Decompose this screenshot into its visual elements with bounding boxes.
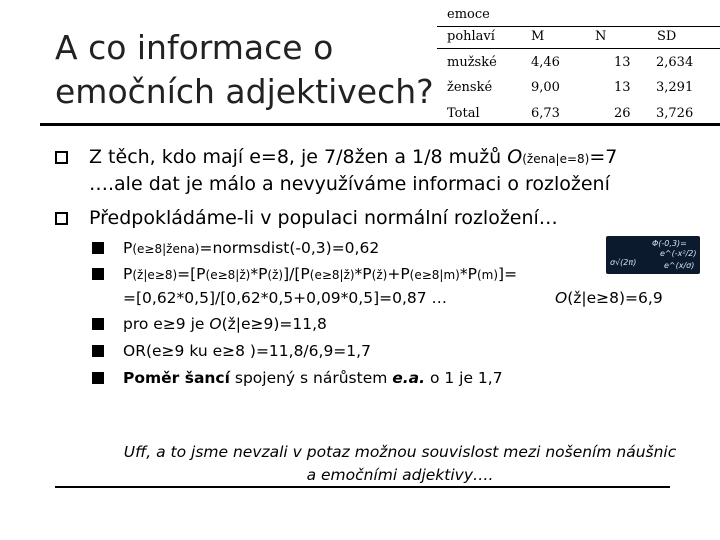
table-rule: [437, 26, 720, 27]
header-cell: SD: [657, 29, 677, 44]
table-cell: 2,634: [656, 55, 694, 70]
bullet-text: =[0,62*0,5]/[0,62*0,5+0,09*0,5]=0,87 …: [123, 289, 448, 307]
chalkboard-formula-image: Φ(-0,3)= e^(-x²/2) σ√(2π) e^(x/σ): [606, 236, 700, 274]
table-cell: 13: [614, 80, 631, 95]
table-row: [437, 55, 720, 79]
hollow-square-bullet-icon: [55, 151, 68, 164]
footer-line-1: Uff, a to jsme nevzali v potaz možnou souvislost mezi nošením náušnic: [123, 443, 677, 461]
header-cell: M: [531, 29, 545, 44]
odds-result: O(ž|e≥8)=6,9: [555, 289, 663, 307]
bullet-text: Z těch, kdo mají e=8, je 7/8žen a 1/8 mužů O(žena|e=8)=7: [89, 146, 618, 168]
bullet-text: P(ž|e≥8)=[P(e≥8|ž)*P(ž)]/[P(e≥8|ž)*P(ž)+P(e≥8|m)*P(m)]=: [123, 265, 518, 283]
bullet-text: Předpokládáme-li v populaci normální rozložení…: [89, 207, 558, 229]
header-cell: N: [595, 29, 607, 44]
table-cell: 3,291: [656, 80, 694, 95]
footer-divider: [55, 486, 670, 488]
table-row: [437, 106, 720, 130]
header-cell: pohlaví: [447, 29, 495, 44]
bullet-text: Poměr šancí spojený s nárůstem e.a. o 1 je 1,7: [123, 369, 503, 387]
table-caption: emoce: [447, 7, 490, 22]
table-row: [437, 80, 720, 104]
bullet-text: P(e≥8|žena)=normsdist(-0,3)=0,62: [123, 239, 380, 257]
title-line-1: A co informace o: [55, 28, 334, 67]
bullet-text: pro e≥9 je O(ž|e≥9)=11,8: [123, 315, 327, 333]
table-cell: 13: [614, 55, 631, 70]
table-cell: 4,46: [531, 55, 560, 70]
footer-note: [90, 441, 710, 487]
title-line-2: emočních adjektivech?: [55, 72, 434, 111]
table-cell: mužské: [447, 55, 497, 70]
bullet-text: OR(e≥9 ku e≥8 )=11,8/6,9=1,7: [123, 342, 371, 360]
filled-square-bullet-icon: [92, 372, 104, 384]
filled-square-bullet-icon: [92, 318, 104, 330]
table-cell: 26: [614, 106, 631, 121]
footer-line-2: a emočními adjektivy….: [306, 466, 494, 484]
table-cell: 9,00: [531, 80, 560, 95]
bullet-text: ….ale dat je málo a nevyužíváme informaci o rozložení: [89, 173, 610, 195]
table-header-row: [437, 29, 720, 53]
stats-table: [437, 0, 720, 127]
filled-square-bullet-icon: [92, 242, 104, 254]
filled-square-bullet-icon: [92, 345, 104, 357]
filled-square-bullet-icon: [92, 268, 104, 280]
page-title: [55, 26, 445, 114]
table-cell: 3,726: [656, 106, 694, 121]
hollow-square-bullet-icon: [55, 212, 68, 225]
table-cell: ženské: [447, 80, 493, 95]
table-rule: [437, 48, 720, 49]
title-divider: [40, 123, 720, 126]
table-cell: Total: [447, 106, 480, 121]
table-cell: 6,73: [531, 106, 560, 121]
